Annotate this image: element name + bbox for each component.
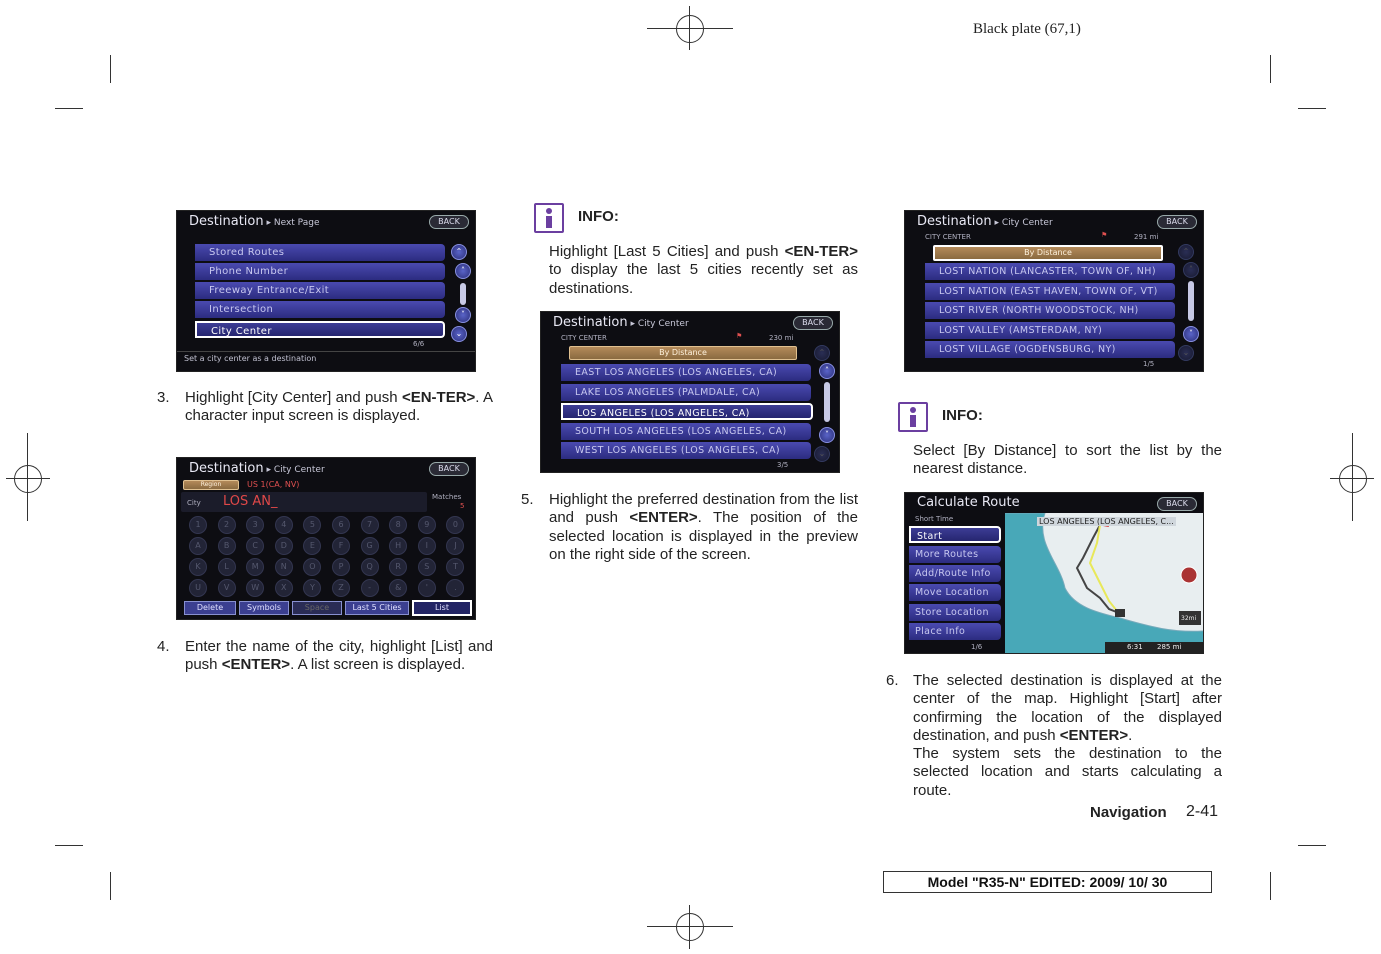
flag-icon: ⚑ (1101, 231, 1108, 239)
place-info-button[interactable]: Place Info (909, 623, 1001, 640)
scroll-up-icon[interactable]: ˄ (819, 363, 835, 379)
list-item[interactable]: LOST RIVER (NORTH WOODSTOCK, NH) (925, 302, 1175, 319)
screen-title: Destination ▸ City Center (553, 315, 689, 330)
scroll-up-icon[interactable]: ˄ (1183, 262, 1199, 278)
crop-mark (55, 108, 83, 109)
key[interactable]: 1 (189, 516, 207, 534)
screen-title: Destination ▸ City Center (917, 214, 1053, 229)
key[interactable]: H (389, 537, 407, 555)
key[interactable]: 3 (246, 516, 264, 534)
list-item[interactable]: EAST LOS ANGELES (LOS ANGELES, CA) (561, 364, 811, 381)
info-icon (898, 402, 928, 432)
key[interactable]: W (246, 579, 264, 597)
scrollbar[interactable] (1188, 281, 1194, 321)
symbols-button[interactable]: Symbols (239, 601, 289, 615)
page-number: 2-41 (1186, 803, 1219, 820)
key[interactable]: Z (332, 579, 350, 597)
key[interactable]: 8 (389, 516, 407, 534)
page-indicator: 1/6 (971, 643, 983, 651)
key[interactable]: & (389, 579, 407, 597)
back-button[interactable]: BACK (1157, 497, 1197, 511)
map-destination-label: LOS ANGELES (LOS ANGELES, C... (1039, 517, 1174, 526)
list-item[interactable]: SOUTH LOS ANGELES (LOS ANGELES, CA) (561, 423, 811, 440)
screen-calculate-route (904, 492, 1204, 654)
step-number: 4. (157, 638, 170, 655)
page-indicator: 6/6 (413, 340, 425, 348)
menu-item-city-center[interactable]: City Center (195, 321, 445, 338)
key[interactable]: . (446, 579, 464, 597)
region-button[interactable]: Region (183, 480, 239, 490)
key[interactable]: K (189, 558, 207, 576)
page-up-icon[interactable]: ⌃ (814, 345, 830, 361)
key[interactable]: C (246, 537, 264, 555)
screen-title: Destination ▸ City Center (189, 461, 325, 476)
key[interactable]: 2 (218, 516, 236, 534)
city-label: City (187, 499, 201, 507)
scroll-down-icon[interactable]: ˅ (455, 307, 471, 323)
key[interactable]: Y (303, 579, 321, 597)
key[interactable]: X (275, 579, 293, 597)
map-preview[interactable] (1005, 513, 1203, 653)
page-indicator: 3/5 (777, 461, 789, 469)
page-down-icon[interactable]: ⌄ (1178, 345, 1194, 361)
scroll-up-icon[interactable]: ˄ (455, 263, 471, 279)
list-item[interactable]: WEST LOS ANGELES (LOS ANGELES, CA) (561, 442, 811, 459)
page-down-icon[interactable]: ⌄ (451, 326, 467, 342)
move-location-button[interactable]: Move Location (909, 584, 1001, 601)
key[interactable]: 6 (332, 516, 350, 534)
step-number: 6. (886, 672, 899, 689)
menu-item-freeway-entrance[interactable]: Freeway Entrance/Exit (195, 282, 445, 299)
key[interactable]: P (332, 558, 350, 576)
map-scale: 32mi (1181, 615, 1197, 622)
scroll-down-icon[interactable]: ˅ (1183, 326, 1199, 342)
info-2-text: Select [By Distance] to sort the list by the nearest distance. (913, 442, 1222, 478)
hint-text: Set a city center as a destination (184, 354, 317, 363)
section-name: Navigation (1090, 804, 1167, 821)
back-button[interactable]: BACK (429, 215, 469, 229)
list-label: CITY CENTER (925, 233, 971, 241)
screen-city-list-lost (904, 210, 1204, 372)
key[interactable]: B (218, 537, 236, 555)
matches-label: Matches (432, 493, 462, 501)
back-button[interactable]: BACK (793, 316, 833, 330)
list-item[interactable]: LOST VALLEY (AMSTERDAM, NY) (925, 322, 1175, 339)
key[interactable]: D (275, 537, 293, 555)
last-5-cities-button[interactable]: Last 5 Cities (345, 601, 409, 615)
matches-value: 5 (460, 502, 465, 510)
scrollbar[interactable] (460, 283, 466, 305)
info-icon (534, 203, 564, 233)
crop-mark (1298, 108, 1326, 109)
city-input[interactable] (181, 492, 427, 512)
step-4-text: Enter the name of the city, highlight [List] and push <ENTER>. A list screen is displayed. (185, 638, 493, 674)
key[interactable]: I (418, 537, 436, 555)
step-6-text: The selected destination is displayed at the center of the map. Highlight [Start] after confirming the location of the displayed destination, and push <ENTER>. The system sets the destination to the selected location and starts calculating a route. (913, 672, 1222, 799)
info-1-text: Highlight [Last 5 Cities] and push <EN-TER> to display the last 5 cities recently set as destinations. (549, 243, 858, 297)
crop-mark (110, 55, 111, 83)
key[interactable]: U (189, 579, 207, 597)
key[interactable]: R (389, 558, 407, 576)
screen-destination-next-page (176, 210, 476, 372)
key[interactable]: N (275, 558, 293, 576)
list-item[interactable]: LAKE LOS ANGELES (PALMDALE, CA) (561, 384, 811, 401)
back-button[interactable]: BACK (1157, 215, 1197, 229)
screen-title: Calculate Route (917, 495, 1020, 510)
route-time: 6:31 (1127, 643, 1143, 651)
scroll-down-icon[interactable]: ˅ (819, 427, 835, 443)
step-number: 3. (157, 389, 170, 406)
key[interactable]: Q (361, 558, 379, 576)
info-label: INFO: (578, 208, 619, 225)
key[interactable]: ' (418, 579, 436, 597)
crop-mark (55, 845, 83, 846)
sort-by-distance-button[interactable]: By Distance (933, 245, 1163, 261)
key[interactable]: 4 (275, 516, 293, 534)
sort-by-distance-button[interactable]: By Distance (569, 346, 797, 360)
region-value: US 1(CA, NV) (247, 480, 300, 489)
key[interactable]: E (303, 537, 321, 555)
list-item[interactable]: LOST VILLAGE (OGDENSBURG, NY) (925, 341, 1175, 358)
start-button[interactable]: Start (909, 526, 1001, 543)
back-button[interactable]: BACK (429, 462, 469, 476)
key[interactable]: 0 (446, 516, 464, 534)
model-edited-box: Model "R35-N" EDITED: 2009/ 10/ 30 (883, 871, 1212, 893)
registration-mark (676, 15, 704, 43)
city-input-value: LOS AN_ (223, 494, 278, 509)
delete-button[interactable]: Delete (184, 601, 236, 615)
menu-item-intersection[interactable]: Intersection (195, 301, 445, 318)
page-up-icon[interactable]: ⌃ (1178, 244, 1194, 260)
registration-mark (676, 913, 704, 941)
add-route-info-button[interactable]: Add/Route Info (909, 565, 1001, 582)
registration-mark (14, 465, 42, 493)
space-button[interactable]: Space (292, 601, 342, 615)
page-down-icon[interactable]: ⌄ (814, 446, 830, 462)
step-3-text: Highlight [City Center] and push <EN-TER>. A character input screen is displayed. (185, 389, 494, 425)
info-label: INFO: (942, 407, 983, 424)
page-up-icon[interactable]: ⌃ (451, 244, 467, 260)
crop-mark (110, 872, 111, 900)
screen-city-list-los-angeles (540, 311, 840, 473)
key[interactable]: G (361, 537, 379, 555)
key[interactable]: 9 (418, 516, 436, 534)
menu-item-phone-number[interactable]: Phone Number (195, 263, 445, 280)
screen-character-input (176, 457, 476, 620)
page-indicator: 1/5 (1143, 360, 1155, 368)
registration-mark (1339, 465, 1367, 493)
screen-title: Destination ▸ Next Page (189, 214, 320, 229)
plate-header: Black plate (67,1) (973, 21, 1081, 37)
crop-mark (1298, 845, 1326, 846)
key[interactable]: - (361, 579, 379, 597)
menu-item-stored-routes[interactable]: Stored Routes (195, 244, 445, 261)
list-item[interactable]: LOST NATION (LANCASTER, TOWN OF, NH) (925, 263, 1175, 280)
divider (177, 351, 475, 352)
list-button[interactable]: List (412, 600, 472, 616)
route-type: Short Time (915, 515, 954, 523)
step-5-text: Highlight the preferred destination from the list and push <ENTER>. The position of the selected location is displayed in the preview on the right side of the screen. (549, 491, 858, 563)
key[interactable]: A (189, 537, 207, 555)
flag-icon: ⚑ (736, 332, 743, 340)
key[interactable]: S (418, 558, 436, 576)
distance-value: 291 mi (1134, 233, 1159, 241)
route-distance: 285 mi (1157, 643, 1182, 651)
more-routes-button[interactable]: More Routes (909, 546, 1001, 563)
store-location-button[interactable]: Store Location (909, 604, 1001, 621)
key[interactable]: J (446, 537, 464, 555)
key[interactable]: 5 (303, 516, 321, 534)
key[interactable]: L (218, 558, 236, 576)
scrollbar[interactable] (824, 382, 830, 422)
step-number: 5. (521, 491, 534, 508)
key[interactable]: T (446, 558, 464, 576)
key[interactable]: 7 (361, 516, 379, 534)
key[interactable]: F (332, 537, 350, 555)
list-label: CITY CENTER (561, 334, 607, 342)
crop-mark (1270, 872, 1271, 900)
list-item[interactable]: LOST NATION (EAST HAVEN, TOWN OF, VT) (925, 283, 1175, 300)
distance-value: 230 mi (769, 334, 794, 342)
key[interactable]: O (303, 558, 321, 576)
key[interactable]: V (218, 579, 236, 597)
crop-mark (1270, 55, 1271, 83)
key[interactable]: M (246, 558, 264, 576)
list-item-selected[interactable]: LOS ANGELES (LOS ANGELES, CA) (561, 403, 813, 420)
